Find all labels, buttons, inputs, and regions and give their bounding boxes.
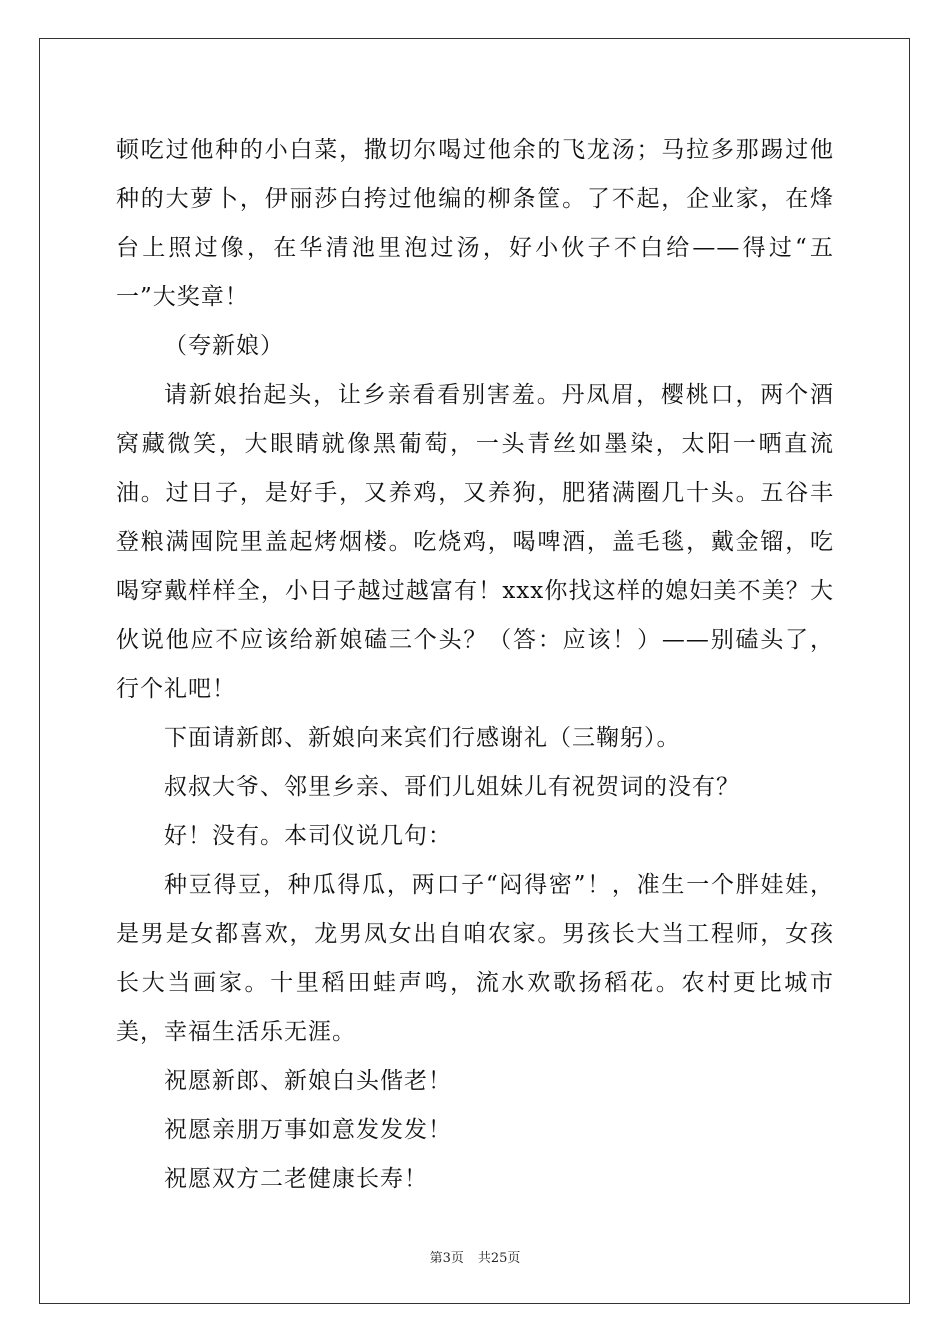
page-footer [0, 1247, 950, 1266]
paragraph-7: 种豆得豆，种瓜得瓜，两口子“闷得密”！，准生一个胖娃娃，是男是女都喜欢，龙男凤女出自咱农家。男孩长大当工程师，女孩长大当画家。十里稻田蛙声鸣，流水欢歌扬稻花。农村更比城市美，幸福生活乐无涯。 [116, 872, 834, 1045]
paragraph-9: 祝愿亲朋万事如意发发发！ [164, 1117, 452, 1143]
paragraph-5: 叔叔大爷、邻里乡亲、哥们儿姐妹儿有祝贺词的没有？ [164, 774, 740, 800]
page-total: 共25页 [477, 1251, 521, 1266]
paragraph-10: 祝愿双方二老健康长寿！ [164, 1166, 428, 1192]
paragraph-2-heading: （夸新娘） [164, 333, 284, 359]
document-body [116, 126, 834, 1204]
paragraph-1: 顿吃过他种的小白菜，撒切尔喝过他余的飞龙汤；马拉多那踢过他种的大萝卜，伊丽莎白挎过他编的柳条筐。了不起，企业家，在烽台上照过像，在华清池里泡过汤，好小伙子不白给——得过“五一”大奖章！ [116, 137, 834, 310]
paragraph-4: 下面请新郎、新娘向来宾们行感谢礼（三鞠躬）。 [164, 725, 681, 751]
paragraph-8: 祝愿新郎、新娘白头偕老！ [164, 1068, 452, 1094]
page-number: 第3页 [429, 1251, 464, 1266]
paragraph-6: 好！没有。本司仪说几句： [164, 823, 452, 849]
paragraph-3: 请新娘抬起头，让乡亲看看别害羞。丹凤眉，樱桃口，两个酒窝藏微笑，大眼睛就像黑葡萄，一头青丝如墨染，太阳一晒直流油。过日子，是好手，又养鸡，又养狗，肥猪满圈几十头。五谷丰登粮满囤院里盖起烤烟楼。吃烧鸡，喝啤酒，盖毛毯，戴金镏，吃喝穿戴样样全，小日子越过越富有！xxx你找这样的媳妇美不美？大伙说他应不应该给新娘磕三个头？（答：应该！）——别磕头了，行个礼吧！ [116, 382, 834, 702]
